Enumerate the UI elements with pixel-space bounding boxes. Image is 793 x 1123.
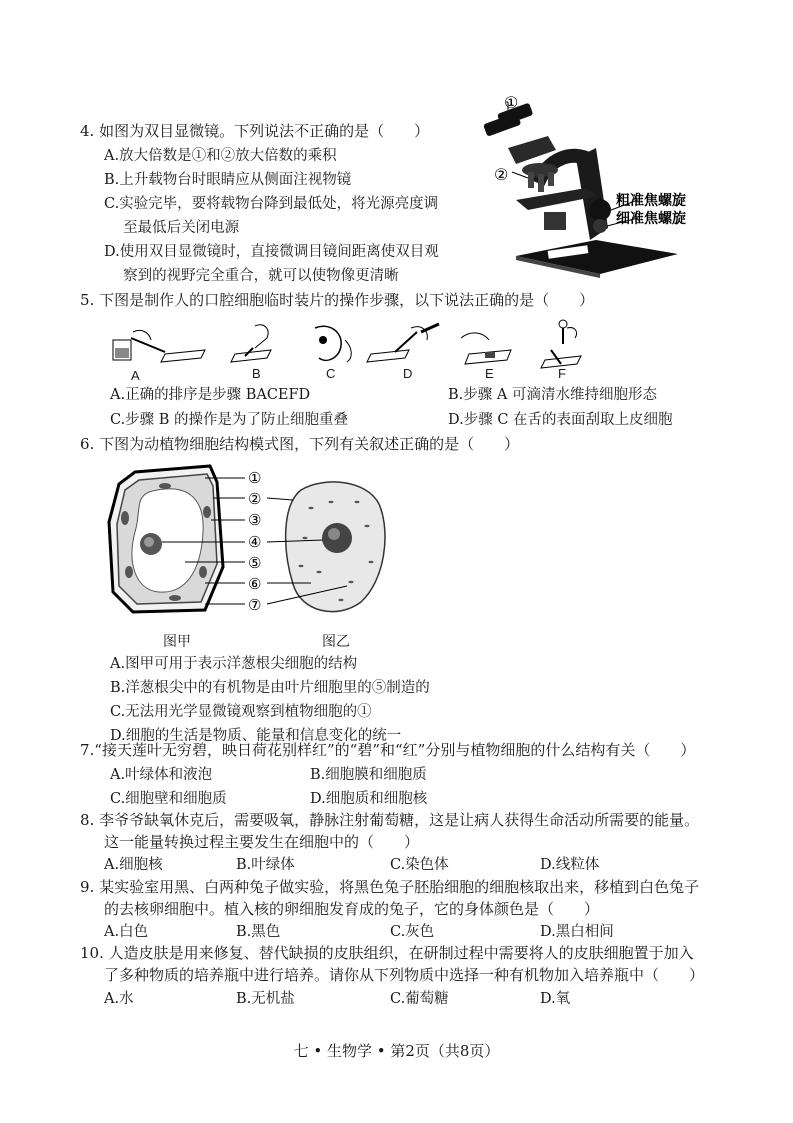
q6-option-b: B.洋葱根尖中的有机物是由叶片细胞里的⑤制造的 [110,680,430,696]
q7-option-c: C.细胞壁和细胞质 [110,791,227,807]
label-coarse-adjustment: 粗准焦螺旋 [616,192,686,208]
q5-option-b: B.步骤 A 可滴清水维持细胞形态 [448,387,657,403]
page-footer: 七 • 生物学 • 第2页（共8页） [293,1042,500,1060]
step-b-drawing [231,325,271,362]
step-label-c: C [326,366,336,381]
q7-stem: 7.“接天莲叶无穷碧，映日荷花别样红”的“碧”和“红”分别与植物细胞的什么结构有关（ ） [80,741,696,759]
q8-stem-line2: 这一能量转换过程主要发生在细胞中的（ ） [104,833,420,851]
q7-option-a: A.叶绿体和液泡 [110,767,213,783]
q5-option-a: A.正确的排序是步骤 BACEFD [110,387,311,403]
q4-option-d-cont: 察到的视野完全重合，就可以使物像更清晰 [104,268,399,284]
q6-option-a: A.图甲可用于表示洋葱根尖细胞的结构 [110,656,358,672]
q8-option-d: D.线粒体 [540,857,600,873]
step-d-drawing [367,324,439,362]
slide-steps-figure [105,318,595,384]
q9-option-a: A.白色 [104,924,149,940]
q10-stem-line1: 10. 人造皮肤是用来修复、替代缺损的皮肤组织，在研制过程中需要将人的皮肤细胞置于加入 [80,944,694,962]
q8-option-b: B.叶绿体 [236,857,295,873]
step-a-drawing [113,330,205,362]
cell-label-4: ④ [248,534,262,551]
step-f-drawing [541,320,581,368]
step-label-e: E [485,366,494,381]
cell-label-1: ① [248,470,262,487]
q10-option-d: D.氧 [540,991,571,1007]
q6-option-d: D.细胞的生活是物质、能量和信息变化的统一 [110,728,402,744]
cell-label-3: ③ [248,512,262,529]
q4-stem: 4. 如图为双目显微镜。下列说法不正确的是（ ） [80,122,430,140]
step-label-d: D [403,366,413,381]
microscope-figure [478,88,708,278]
step-e-drawing [461,333,511,364]
q5-option-d: D.步骤 C 在舌的表面刮取上皮细胞 [448,412,673,428]
step-label-f: F [558,366,566,381]
q10-option-b: B.无机盐 [236,991,295,1007]
q4-option-c-cont: 至最低后关闭电源 [104,220,240,236]
q10-stem-line2: 了多种物质的培养瓶中进行培养。请你从下列物质中选择一种有机物加入培养瓶中（ ） [104,966,705,984]
q10-option-c: C.葡萄糖 [390,991,449,1007]
q4-option-a: A.放大倍数是①和②放大倍数的乘积 [104,148,337,164]
q4-option-b: B.上升载物台时眼睛应从侧面注视物镜 [104,172,352,188]
q9-option-d: D.黑白相间 [540,924,614,940]
q9-option-b: B.黑色 [236,924,281,940]
label-objective: ② [494,167,509,184]
cell-label-7: ⑦ [248,597,262,614]
cell-label-6: ⑥ [248,576,262,593]
step-label-b: B [252,366,261,381]
q7-option-d: D.细胞质和细胞核 [310,791,428,807]
q5-stem: 5. 下图是制作人的口腔细胞临时装片的操作步骤，以下说法正确的是（ ） [80,291,595,309]
label-fine-adjustment: 细准焦螺旋 [616,210,686,226]
figure-caption-a: 图甲 [163,634,191,650]
label-eyepiece: ① [504,95,519,112]
cell-label-2: ② [248,491,262,508]
q10-option-a: A.水 [104,991,134,1007]
q6-option-c: C.无法用光学显微镜观察到植物细胞的① [110,704,372,720]
q9-stem-line1: 9. 某实验室用黑、白两种兔子做实验，将黑色兔子胚胎细胞的细胞核取出来，移植到白色兔子 [80,878,700,896]
step-c-drawing [315,326,351,362]
q9-option-c: C.灰色 [390,924,435,940]
figure-caption-b: 图乙 [322,634,350,650]
q5-option-c: C.步骤 B 的操作是为了防止细胞重叠 [110,412,349,428]
q4-option-d: D.使用双目显微镜时，直接微调目镜间距离使双目观 [104,244,439,260]
q4-option-c: C.实验完毕，要将载物台降到最低处，将光源亮度调 [104,196,439,212]
cell-diagram [105,462,405,627]
q7-option-b: B.细胞膜和细胞质 [310,767,427,783]
q9-stem-line2: 的去核卵细胞中。植入核的卵细胞发育成的兔子，它的身体颜色是（ ） [104,900,600,918]
step-label-a: A [131,368,140,383]
q8-stem-line1: 8. 李爷爷缺氧休克后，需要吸氧，静脉注射葡萄糖，这是让病人获得生命活动所需要的能量。 [80,811,700,829]
q8-option-c: C.染色体 [390,857,449,873]
q6-stem: 6. 下图为动植物细胞结构模式图，下列有关叙述正确的是（ ） [80,435,520,453]
cell-label-5: ⑤ [248,555,262,572]
q8-option-a: A.细胞核 [104,857,163,873]
